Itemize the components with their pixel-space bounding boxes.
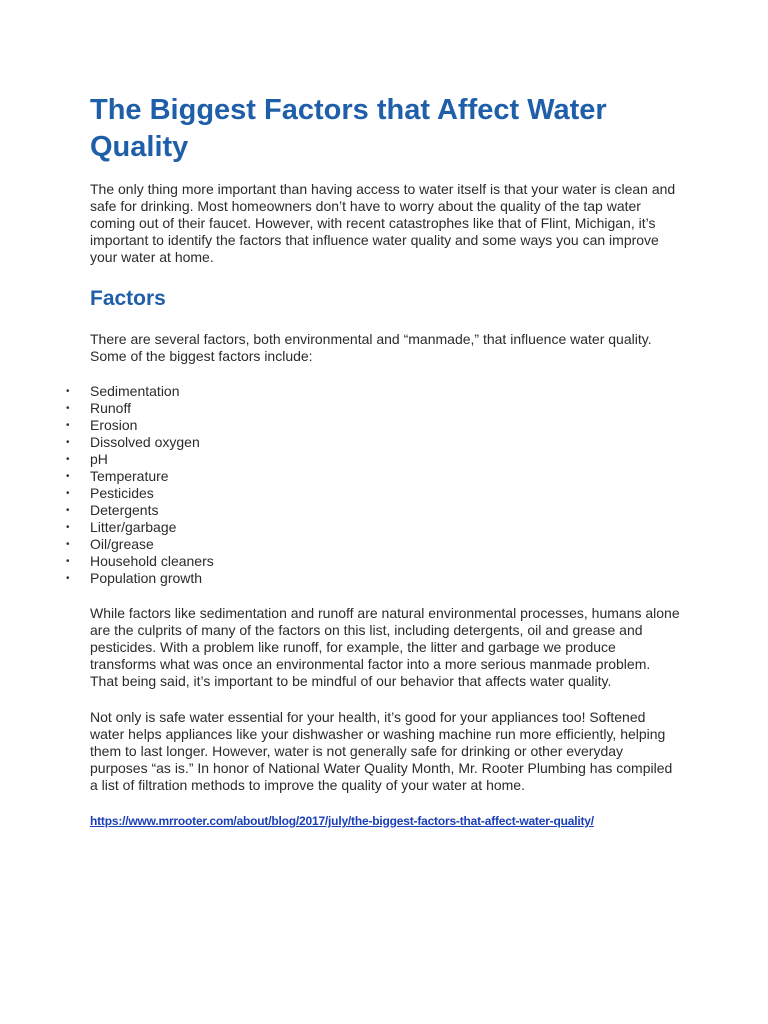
factors-heading: Factors <box>90 287 166 310</box>
list-item <box>64 485 214 502</box>
list-item-label: Population growth <box>90 570 203 586</box>
list-item <box>64 553 214 570</box>
bullet-icon: • <box>66 488 70 499</box>
bullet-icon: • <box>66 539 70 550</box>
list-item-label: pH <box>90 451 108 467</box>
list-item <box>64 502 214 519</box>
list-item <box>64 468 214 485</box>
list-item-label: Litter/garbage <box>90 519 177 535</box>
bullet-icon: • <box>66 437 70 448</box>
bullet-icon: • <box>66 556 70 567</box>
body-paragraph-2: While factors like sedimentation and runoff are natural environmental processes, humans alone are the culprits of many of the factors on this list, including detergents, oil and grease and pesticides. With a problem like runoff, for example, the litter and garbage we produce transforms what was once an environmental factor into a more serious manmade problem. That being said, it’s important to be mindful of our behavior that affects water quality. <box>90 605 680 689</box>
bullet-icon: • <box>66 420 70 431</box>
bullet-icon: • <box>66 454 70 465</box>
list-item-label: Household cleaners <box>90 553 214 569</box>
list-item <box>64 519 214 536</box>
list-item <box>64 383 214 400</box>
bullet-icon: • <box>66 403 70 414</box>
page-title: The Biggest Factors that Affect Water Quality <box>90 94 607 163</box>
bullet-icon: • <box>66 386 70 397</box>
list-item-label: Erosion <box>90 417 138 433</box>
source-link[interactable]: https://www.mrrooter.com/about/blog/2017/july/the-biggest-factors-that-affect-water-quality/ <box>90 814 594 828</box>
list-item-label: Detergents <box>90 502 159 518</box>
list-item <box>64 536 214 553</box>
bullet-icon: • <box>66 573 70 584</box>
bullet-icon: • <box>66 471 70 482</box>
list-item-label: Sedimentation <box>90 383 180 399</box>
list-item-label: Oil/grease <box>90 536 154 552</box>
bullet-icon: • <box>66 505 70 516</box>
list-item <box>64 434 214 451</box>
intro-paragraph: The only thing more important than having access to water itself is that your water is clean and safe for drinking. Most homeowners don’t have to worry about the quality of the tap water coming out of their faucet. However, with recent catastrophes like that of Flint, Michigan, it’s important to identify the factors that influence water quality and some ways you can improve your water at home. <box>90 181 676 265</box>
factors-lead-paragraph: There are several factors, both environmental and “manmade,” that influence water quality. Some of the biggest factors include: <box>90 331 652 364</box>
list-item-label: Runoff <box>90 400 131 416</box>
list-item-label: Dissolved oxygen <box>90 434 200 450</box>
bullet-icon: • <box>66 522 70 533</box>
body-paragraph-3: Not only is safe water essential for your health, it’s good for your appliances too! Softened water helps appliances like your dishwasher or washing machine run more efficiently, helping them to last longer. However, water is not generally safe for drinking or other everyday purposes “as is.” In honor of National Water Quality Month, Mr. Rooter Plumbing has compiled a list of filtration methods to improve the quality of your water at home. <box>90 709 673 793</box>
factors-list <box>64 383 214 587</box>
list-item-label: Temperature <box>90 468 169 484</box>
list-item <box>64 417 214 434</box>
list-item <box>64 400 214 417</box>
list-item <box>64 451 214 468</box>
list-item-label: Pesticides <box>90 485 154 501</box>
list-item <box>64 570 214 587</box>
